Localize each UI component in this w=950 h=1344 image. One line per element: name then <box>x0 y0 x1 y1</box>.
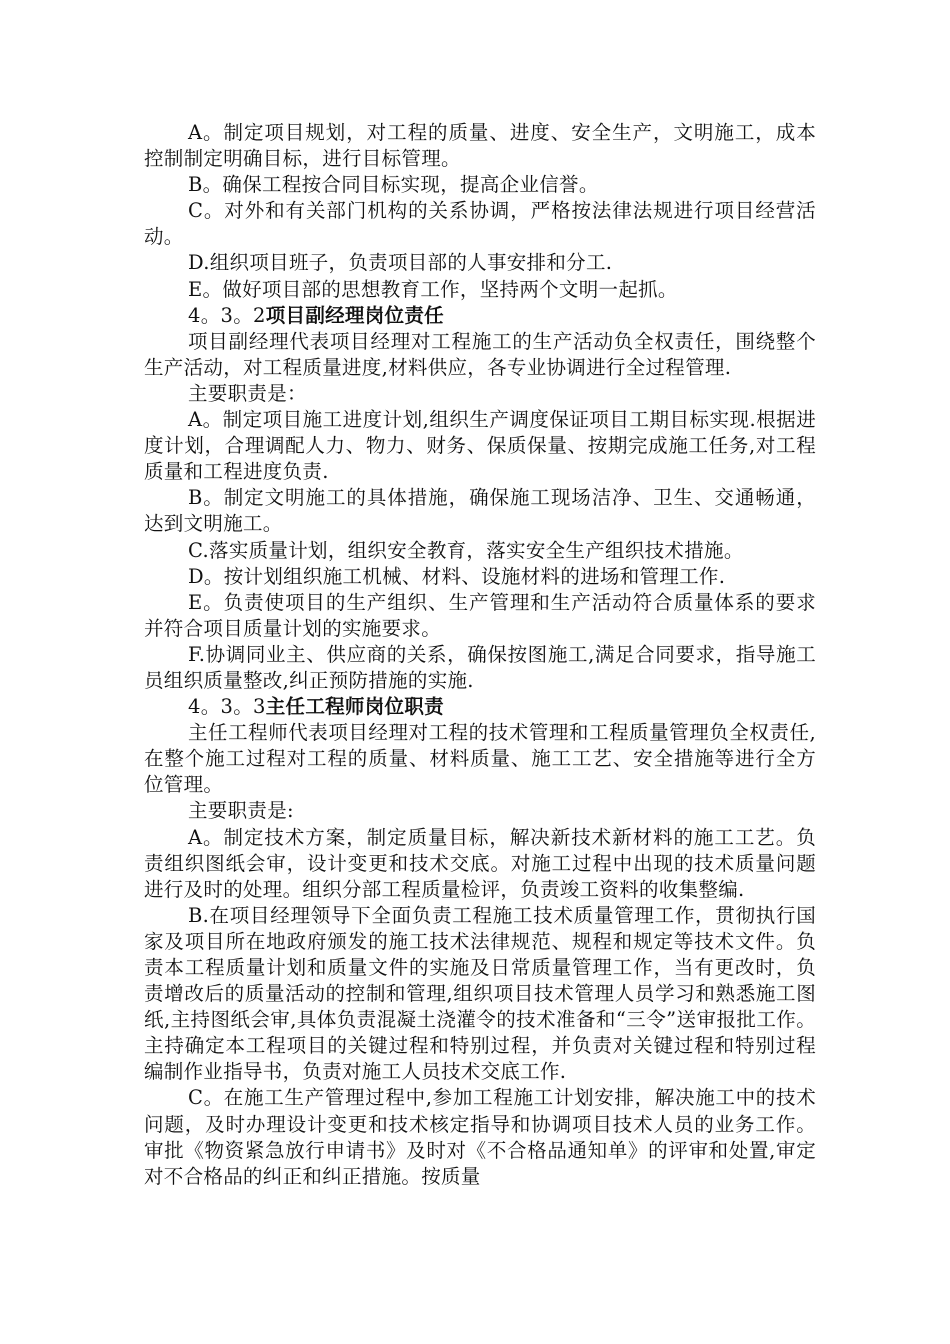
paragraph: A。制定技术方案，制定质量目标，解决新技术新材料的施工工艺。负责组织图纸会审，设计变更和技术交底。对施工过程中出现的技术质量问题进行及时的处理。组织分部工程质量检评，负责竣工资料的收集整编. <box>144 825 816 901</box>
paragraph: E。做好项目部的思想教育工作，坚持两个文明一起抓。 <box>188 277 678 301</box>
section-heading <box>144 303 816 329</box>
paragraph: C。对外和有关部门机构的关系协调，严格按法律法规进行项目经营活动。 <box>144 199 816 249</box>
paragraph: D。按计划组织施工机械、材料、设施材料的进场和管理工作. <box>188 564 726 588</box>
section-number: 4。3。2 <box>188 303 266 327</box>
paragraph: B。制定文明施工的具体措施，确保施工现场洁净、卫生、交通畅通，达到文明施工。 <box>144 486 816 536</box>
paragraph: E。负责使项目的生产组织、生产管理和生产活动符合质量体系的要求并符合项目质量计划的实施要求。 <box>144 590 816 640</box>
paragraph: 主要职责是： <box>188 381 307 405</box>
section-title: 主任工程师岗位职责 <box>265 695 444 719</box>
section-heading <box>144 694 816 720</box>
section-title: 项目副经理岗位责任 <box>265 303 444 327</box>
paragraph: C.落实质量计划，组织安全教育，落实安全生产组织技术措施。 <box>188 538 744 562</box>
paragraph: B。确保工程按合同目标实现，提高企业信誉。 <box>188 173 599 197</box>
paragraph: 主任工程师代表项目经理对工程的技术管理和工程质量管理负全权责任,在整个施工过程对工程的质量、材料质量、施工工艺、安全措施等进行全方位管理。 <box>144 721 816 797</box>
paragraph: D.组织项目班子，负责项目部的人事安排和分工. <box>188 251 613 275</box>
paragraph: C。在施工生产管理过程中,参加工程施工计划安排，解决施工中的技术问题，及时办理设计变更和技术核定指导和协调项目技术人员的业务工作。审批《物资紧急放行申请书》及时对《不合格品通知单》的评审和处置,审定对不合格品的纠正和纠正措施。按质量 <box>144 1086 816 1188</box>
paragraph: F.协调同业主、供应商的关系，确保按图施工,满足合同要求，指导施工员组织质量整改,纠正预防措施的实施. <box>144 642 816 692</box>
paragraph: B.在项目经理领导下全面负责工程施工技术质量管理工作，贯彻执行国家及项目所在地政府颁发的施工技术法律规范、规程和规定等技术文件。负责本工程质量计划和质量文件的实施及日常质量管理工作，当有更改时，负责增改后的质量活动的控制和管理,组织项目技术管理人员学习和熟悉施工图纸,主持图纸会审,具体负责混凝土浇灌令的技术准备和“三令”送审报批工作。主持确定本工程项目的关键过程和特别过程，并负责对关键过程和特别过程编制作业指导书，负责对施工人员技术交底工作. <box>144 903 816 1084</box>
paragraph: A。制定项目施工进度计划,组织生产调度保证项目工期目标实现.根据进度计划，合理调配人力、物力、财务、保质保量、按期完成施工任务,对工程质量和工程进度负责. <box>144 408 816 484</box>
paragraph: A。制定项目规划，对工程的质量、进度、安全生产，文明施工，成本控制制定明确目标，进行目标管理。 <box>144 121 816 171</box>
document-body <box>144 120 816 1190</box>
paragraph: 项目副经理代表项目经理对工程施工的生产活动负全权责任，围绕整个生产活动，对工程质量进度,材料供应，各专业协调进行全过程管理. <box>144 329 816 379</box>
section-number: 4。3。3 <box>188 695 266 719</box>
paragraph: 主要职责是: <box>188 799 294 823</box>
